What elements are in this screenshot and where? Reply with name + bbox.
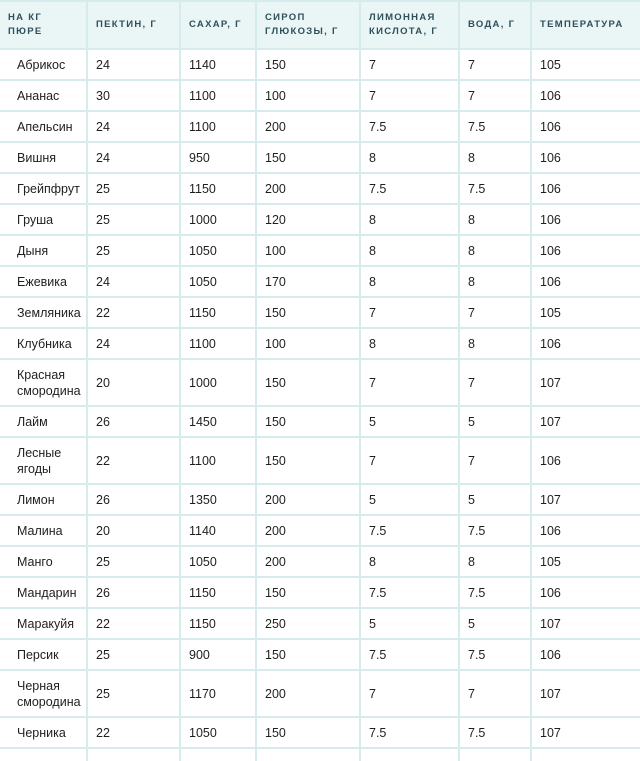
water-cell: 7 xyxy=(460,81,532,112)
glucose-syrup-cell: 200 xyxy=(257,485,361,516)
water-cell: 5 xyxy=(460,609,532,640)
sugar-cell: 900 xyxy=(181,640,257,671)
temperature-cell: 106 xyxy=(532,143,640,174)
header-temperature: ТЕМПЕРАТУРА xyxy=(532,0,640,50)
glucose-syrup-cell: 150 xyxy=(257,50,361,81)
empty-cell xyxy=(0,749,88,761)
table-row xyxy=(0,516,640,547)
water-cell: 7.5 xyxy=(460,640,532,671)
glucose-syrup-cell: 150 xyxy=(257,407,361,438)
table-row xyxy=(0,438,640,485)
sugar-cell: 1000 xyxy=(181,360,257,407)
temperature-cell: 106 xyxy=(532,578,640,609)
fruit-name-cell: Черная смородина xyxy=(0,671,88,718)
glucose-syrup-cell: 170 xyxy=(257,267,361,298)
header-glucose-syrup: СИРОП ГЛЮКОЗЫ, Г xyxy=(257,0,361,50)
header-citric-acid: ЛИМОННАЯ КИСЛОТА, Г xyxy=(361,0,460,50)
temperature-cell: 107 xyxy=(532,485,640,516)
sugar-cell: 1150 xyxy=(181,578,257,609)
pectin-cell: 24 xyxy=(88,267,181,298)
table-row xyxy=(0,143,640,174)
citric-acid-cell: 8 xyxy=(361,267,460,298)
temperature-cell: 107 xyxy=(532,671,640,718)
table-row xyxy=(0,718,640,749)
fruit-name-cell: Маракуйя xyxy=(0,609,88,640)
water-cell: 5 xyxy=(460,407,532,438)
citric-acid-cell: 8 xyxy=(361,143,460,174)
sugar-cell: 1100 xyxy=(181,112,257,143)
sugar-cell: 1170 xyxy=(181,671,257,718)
empty-cell xyxy=(460,749,532,761)
pectin-cell: 24 xyxy=(88,112,181,143)
pectin-cell: 26 xyxy=(88,485,181,516)
citric-acid-cell: 8 xyxy=(361,329,460,360)
glucose-syrup-cell: 250 xyxy=(257,609,361,640)
water-cell: 8 xyxy=(460,205,532,236)
pectin-cell: 26 xyxy=(88,407,181,438)
header-pectin: ПЕКТИН, Г xyxy=(88,0,181,50)
temperature-cell: 106 xyxy=(532,174,640,205)
fruit-name-cell: Земляника xyxy=(0,298,88,329)
fruit-name-cell: Ананас xyxy=(0,81,88,112)
table-row xyxy=(0,547,640,578)
citric-acid-cell: 7.5 xyxy=(361,516,460,547)
water-cell: 8 xyxy=(460,143,532,174)
temperature-cell: 106 xyxy=(532,205,640,236)
fruit-name-cell: Манго xyxy=(0,547,88,578)
citric-acid-cell: 7.5 xyxy=(361,718,460,749)
glucose-syrup-cell: 100 xyxy=(257,329,361,360)
water-cell: 8 xyxy=(460,267,532,298)
citric-acid-cell: 7 xyxy=(361,438,460,485)
table-row xyxy=(0,50,640,81)
temperature-cell: 106 xyxy=(532,329,640,360)
table-row xyxy=(0,485,640,516)
pectin-cell: 22 xyxy=(88,718,181,749)
table-row-partial xyxy=(0,749,640,761)
table-row xyxy=(0,81,640,112)
citric-acid-cell: 7 xyxy=(361,360,460,407)
water-cell: 7 xyxy=(460,360,532,407)
glucose-syrup-cell: 150 xyxy=(257,298,361,329)
table-row xyxy=(0,236,640,267)
temperature-cell: 106 xyxy=(532,438,640,485)
sugar-cell: 1100 xyxy=(181,438,257,485)
pectin-cell: 25 xyxy=(88,236,181,267)
sugar-cell: 1050 xyxy=(181,547,257,578)
glucose-syrup-cell: 150 xyxy=(257,578,361,609)
header-sugar: САХАР, Г xyxy=(181,0,257,50)
fruit-name-cell: Груша xyxy=(0,205,88,236)
glucose-syrup-cell: 200 xyxy=(257,112,361,143)
pectin-cell: 25 xyxy=(88,640,181,671)
glucose-syrup-cell: 200 xyxy=(257,174,361,205)
fruit-name-cell: Малина xyxy=(0,516,88,547)
glucose-syrup-cell: 200 xyxy=(257,516,361,547)
sugar-cell: 1050 xyxy=(181,267,257,298)
fruit-name-cell: Абрикос xyxy=(0,50,88,81)
citric-acid-cell: 7.5 xyxy=(361,578,460,609)
sugar-cell: 1100 xyxy=(181,329,257,360)
temperature-cell: 107 xyxy=(532,360,640,407)
sugar-cell: 1140 xyxy=(181,516,257,547)
temperature-cell: 106 xyxy=(532,267,640,298)
temperature-cell: 106 xyxy=(532,112,640,143)
sugar-cell: 1050 xyxy=(181,718,257,749)
header-puree: НА КГ ПЮРЕ xyxy=(0,0,88,50)
citric-acid-cell: 5 xyxy=(361,485,460,516)
water-cell: 7 xyxy=(460,50,532,81)
empty-cell xyxy=(532,749,640,761)
pectin-cell: 25 xyxy=(88,205,181,236)
pectin-cell: 24 xyxy=(88,50,181,81)
temperature-cell: 106 xyxy=(532,640,640,671)
pectin-cell: 22 xyxy=(88,609,181,640)
table-row xyxy=(0,671,640,718)
water-cell: 8 xyxy=(460,329,532,360)
pectin-cell: 26 xyxy=(88,578,181,609)
fruit-name-cell: Апельсин xyxy=(0,112,88,143)
glucose-syrup-cell: 150 xyxy=(257,438,361,485)
citric-acid-cell: 5 xyxy=(361,407,460,438)
temperature-cell: 105 xyxy=(532,298,640,329)
table-row xyxy=(0,609,640,640)
table-row xyxy=(0,360,640,407)
sugar-cell: 1150 xyxy=(181,174,257,205)
water-cell: 7.5 xyxy=(460,516,532,547)
table-row xyxy=(0,112,640,143)
citric-acid-cell: 8 xyxy=(361,547,460,578)
water-cell: 7.5 xyxy=(460,718,532,749)
temperature-cell: 106 xyxy=(532,516,640,547)
table-row xyxy=(0,267,640,298)
citric-acid-cell: 8 xyxy=(361,205,460,236)
temperature-cell: 106 xyxy=(532,81,640,112)
sugar-cell: 1140 xyxy=(181,50,257,81)
fruit-name-cell: Грейпфрут xyxy=(0,174,88,205)
empty-cell xyxy=(88,749,181,761)
pectin-cell: 22 xyxy=(88,298,181,329)
sugar-cell: 1150 xyxy=(181,609,257,640)
table-body xyxy=(0,50,640,761)
pectin-cell: 25 xyxy=(88,671,181,718)
glucose-syrup-cell: 150 xyxy=(257,718,361,749)
citric-acid-cell: 7.5 xyxy=(361,174,460,205)
glucose-syrup-cell: 200 xyxy=(257,671,361,718)
citric-acid-cell: 7.5 xyxy=(361,112,460,143)
table-row xyxy=(0,407,640,438)
temperature-cell: 107 xyxy=(532,609,640,640)
fruit-name-cell: Ежевика xyxy=(0,267,88,298)
water-cell: 7 xyxy=(460,438,532,485)
pectin-cell: 24 xyxy=(88,143,181,174)
fruit-name-cell: Красная смородина xyxy=(0,360,88,407)
empty-cell xyxy=(361,749,460,761)
citric-acid-cell: 7 xyxy=(361,671,460,718)
citric-acid-cell: 7 xyxy=(361,50,460,81)
water-cell: 8 xyxy=(460,547,532,578)
table-row xyxy=(0,640,640,671)
table-row xyxy=(0,298,640,329)
fruit-name-cell: Лайм xyxy=(0,407,88,438)
fruit-name-cell: Персик xyxy=(0,640,88,671)
fruit-name-cell: Дыня xyxy=(0,236,88,267)
sugar-cell: 1450 xyxy=(181,407,257,438)
pectin-cell: 20 xyxy=(88,516,181,547)
water-cell: 7.5 xyxy=(460,578,532,609)
sugar-cell: 950 xyxy=(181,143,257,174)
fruit-name-cell: Клубника xyxy=(0,329,88,360)
sugar-cell: 1150 xyxy=(181,298,257,329)
citric-acid-cell: 8 xyxy=(361,236,460,267)
citric-acid-cell: 5 xyxy=(361,609,460,640)
glucose-syrup-cell: 100 xyxy=(257,81,361,112)
header-row xyxy=(0,0,640,50)
temperature-cell: 106 xyxy=(532,236,640,267)
glucose-syrup-cell: 120 xyxy=(257,205,361,236)
temperature-cell: 107 xyxy=(532,718,640,749)
citric-acid-cell: 7 xyxy=(361,81,460,112)
header-water: ВОДА, Г xyxy=(460,0,532,50)
pectin-cell: 30 xyxy=(88,81,181,112)
fruit-name-cell: Черника xyxy=(0,718,88,749)
glucose-syrup-cell: 150 xyxy=(257,640,361,671)
table-row xyxy=(0,205,640,236)
pectin-cell: 25 xyxy=(88,547,181,578)
sugar-cell: 1000 xyxy=(181,205,257,236)
glucose-syrup-cell: 150 xyxy=(257,360,361,407)
water-cell: 7.5 xyxy=(460,112,532,143)
water-cell: 5 xyxy=(460,485,532,516)
fruit-name-cell: Лимон xyxy=(0,485,88,516)
citric-acid-cell: 7 xyxy=(361,298,460,329)
fruit-name-cell: Мандарин xyxy=(0,578,88,609)
table-row xyxy=(0,329,640,360)
table-row xyxy=(0,174,640,205)
empty-cell xyxy=(181,749,257,761)
fruit-name-cell: Лесные ягоды xyxy=(0,438,88,485)
sugar-cell: 1350 xyxy=(181,485,257,516)
sugar-cell: 1050 xyxy=(181,236,257,267)
citric-acid-cell: 7.5 xyxy=(361,640,460,671)
pectin-cell: 22 xyxy=(88,438,181,485)
pectin-cell: 25 xyxy=(88,174,181,205)
fruit-name-cell: Вишня xyxy=(0,143,88,174)
water-cell: 7.5 xyxy=(460,174,532,205)
empty-cell xyxy=(257,749,361,761)
glucose-syrup-cell: 200 xyxy=(257,547,361,578)
water-cell: 7 xyxy=(460,671,532,718)
sugar-cell: 1100 xyxy=(181,81,257,112)
water-cell: 8 xyxy=(460,236,532,267)
water-cell: 7 xyxy=(460,298,532,329)
pectin-cell: 24 xyxy=(88,329,181,360)
temperature-cell: 105 xyxy=(532,547,640,578)
glucose-syrup-cell: 150 xyxy=(257,143,361,174)
glucose-syrup-cell: 100 xyxy=(257,236,361,267)
pectin-cell: 20 xyxy=(88,360,181,407)
temperature-cell: 105 xyxy=(532,50,640,81)
table-row xyxy=(0,578,640,609)
temperature-cell: 107 xyxy=(532,407,640,438)
